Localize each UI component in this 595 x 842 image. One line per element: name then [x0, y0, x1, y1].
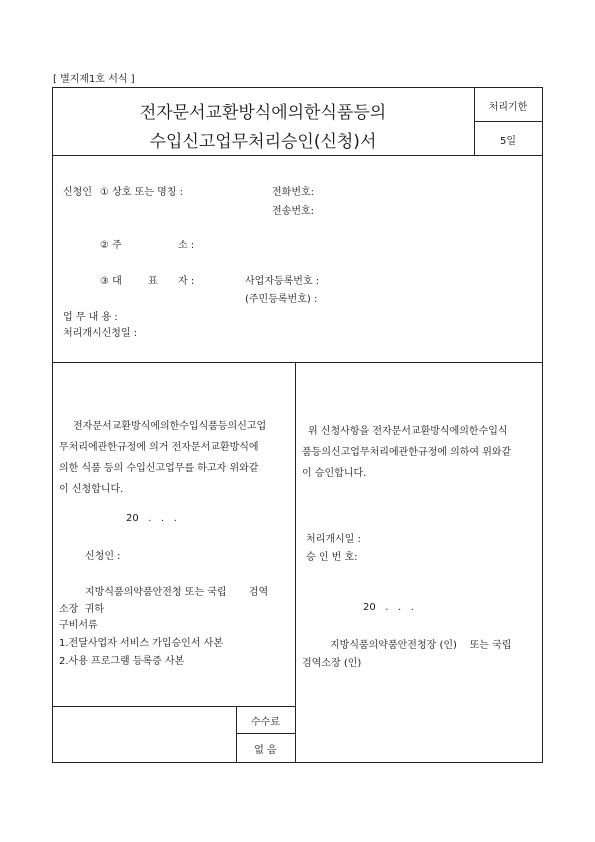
- left-body-line: 이 신청합니다.: [59, 484, 124, 495]
- required-doc-1: 1.전달사업자 서비스 가입승인서 사본: [59, 638, 223, 649]
- process-start-date-label: 처리개시일 :: [306, 534, 361, 545]
- left-body-line: 전자문서교환방식에의한수입식품등의신고업: [73, 421, 267, 432]
- left-body-text: [59, 416, 291, 500]
- signer-line2: 검역소장 (인): [302, 658, 362, 669]
- left-applicant-label: 신청인 :: [85, 551, 121, 562]
- company-name-label: ① 상호 또는 명칭 :: [100, 187, 184, 198]
- right-body-line: 위 신청사항을 전자문서교환방식에의한수입식: [308, 426, 508, 437]
- representative-label: 자 :: [178, 276, 195, 287]
- body-divider: [52, 362, 543, 363]
- address-label: 소 :: [178, 240, 195, 251]
- form-title-line2: 수입신고업무처리승인(신청)서: [149, 132, 377, 152]
- fee-top-border: [52, 706, 295, 707]
- form-number-label: [ 별지제1호 서식 ]: [53, 74, 135, 85]
- work-content-label: 업 무 내 용 :: [63, 312, 118, 323]
- required-doc-2: 2.사용 프로그램 등록증 사본: [59, 656, 185, 667]
- phone-label: 전화번호:: [272, 187, 315, 198]
- fax-label: 전송번호:: [272, 206, 315, 217]
- representative-num-label: ③ 대: [100, 276, 122, 287]
- business-reg-no-label: 사업자등록번호 :: [245, 276, 320, 287]
- deadline-value: 5일: [499, 136, 517, 147]
- fee-row-divider: [236, 733, 295, 734]
- form-title-line1: 전자문서교환방식에의한식품등의: [139, 103, 387, 123]
- resident-reg-no-label: (주민등록번호) :: [245, 294, 318, 305]
- left-date: 20 . . .: [126, 513, 177, 524]
- frame-bottom-border: [52, 762, 543, 763]
- right-date: 20 . . .: [363, 602, 414, 613]
- required-docs-label: 구비서류: [59, 620, 98, 631]
- frame-right-border: [542, 87, 543, 762]
- fee-value: 없 음: [254, 745, 277, 756]
- address-num-label: ② 주: [100, 240, 122, 251]
- recipient-line1: 지방식품의약품안전청 또는 국립 검역: [85, 587, 269, 598]
- deadline-row-divider: [474, 121, 542, 122]
- left-body-line: 무처리에관한규정에 의거 전자문서교환방식에: [59, 442, 259, 453]
- recipient-line2: 소장 귀하: [59, 604, 104, 615]
- frame-left-border: [52, 87, 53, 762]
- right-body-text: [302, 421, 540, 484]
- left-body-line: 의한 식품 등의 수입신고업무를 하고자 위와같: [59, 463, 259, 474]
- right-body-line: 이 승인합니다.: [302, 468, 367, 479]
- approval-number-label: 승 인 번 호:: [306, 552, 358, 563]
- frame-top-border: [52, 87, 543, 88]
- deadline-label: 처리기한: [488, 102, 528, 113]
- right-body-line: 품등의신고업무처리에관한규정에 의하여 위와같: [302, 447, 512, 458]
- fee-label: 수수료: [251, 717, 280, 728]
- start-apply-date-label: 처리개시신청일 :: [63, 328, 138, 339]
- applicant-intro: 신청인: [63, 187, 92, 198]
- header-divider: [52, 155, 543, 156]
- center-divider: [295, 362, 296, 762]
- signer-line1: 지방식품의약품안전청장 (인) 또는 국립: [330, 640, 512, 651]
- representative-char: 표: [148, 276, 158, 287]
